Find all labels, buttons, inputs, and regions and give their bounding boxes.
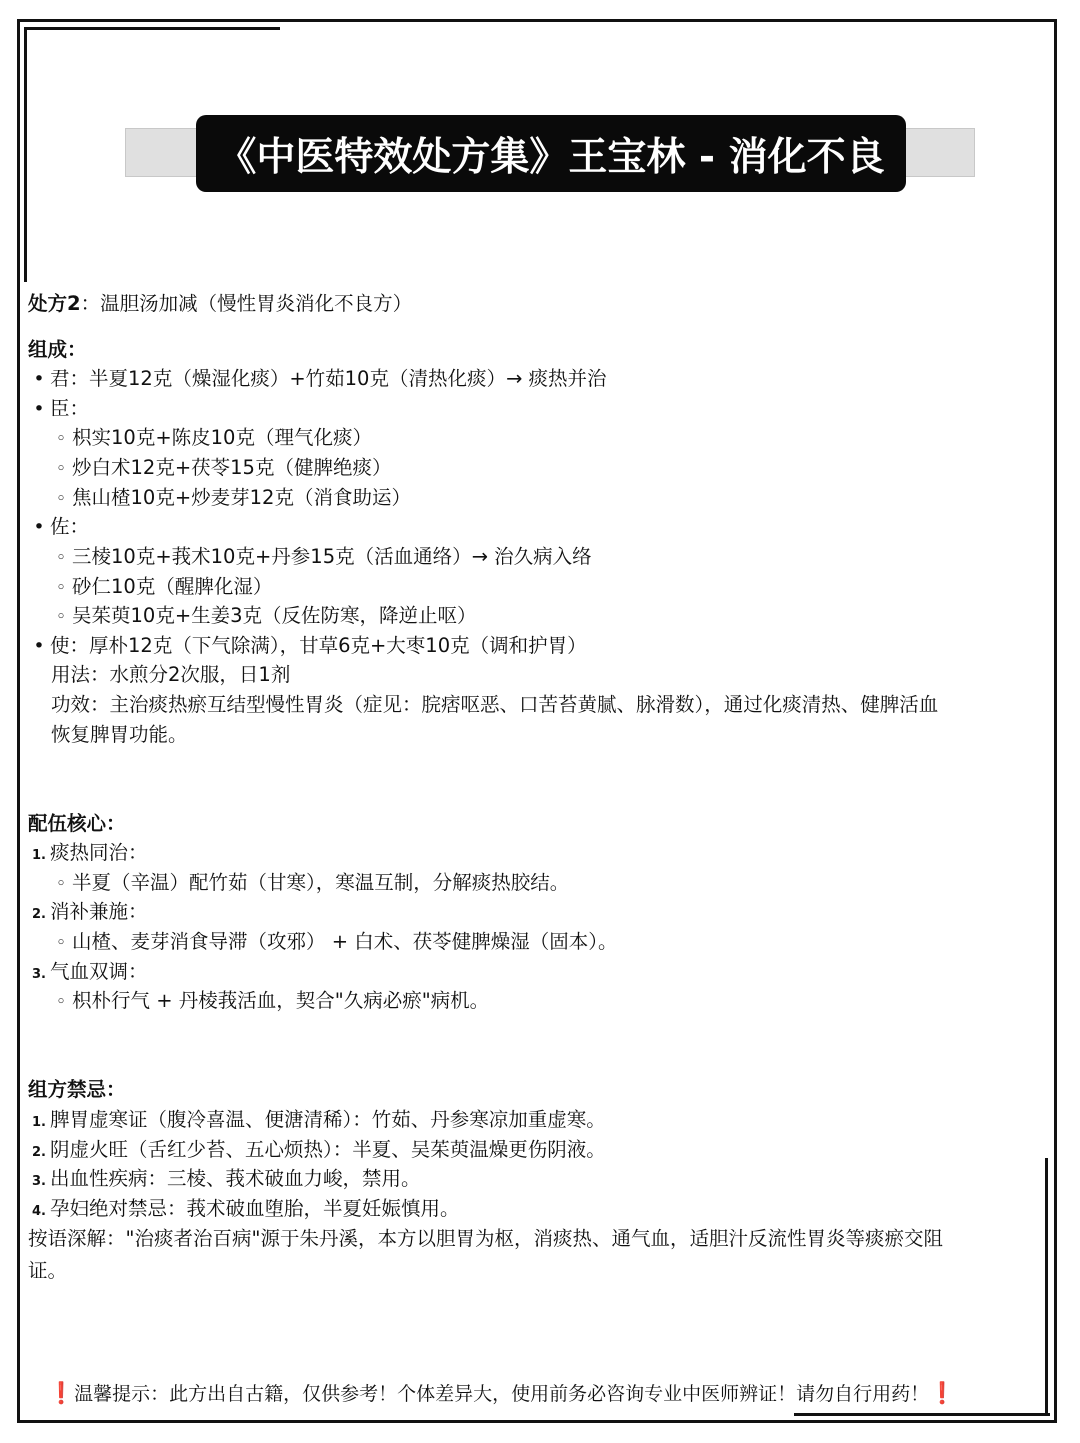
taboo-item: 3. 出血性疾病：三棱、莪术破血力峻，禁用。 <box>28 1167 421 1194</box>
sub-item: ◦ 枳实10克+陈皮10克（理气化痰） <box>50 426 372 451</box>
core-heading: 配伍核心： <box>28 812 126 835</box>
taboo-item: 2. 阴虚火旺（舌红少苔、五心烦热）：半夏、吴茱萸温燥更伤阴液。 <box>28 1138 606 1165</box>
list-item-shi: • 使：厚朴12克（下气除满），甘草6克+大枣10克（调和护胃） <box>28 634 587 658</box>
commentary-text-cont: 证。 <box>28 1259 68 1282</box>
core-detail: ◦ 枳朴行气 + 丹棱莪活血，契合"久病必瘀"病机。 <box>50 989 489 1014</box>
list-number: 3. <box>32 967 46 982</box>
footer-tip <box>48 1381 955 1406</box>
core-item: 2. 消补兼施： <box>28 900 148 927</box>
circle-bullet-icon: ◦ <box>55 607 67 627</box>
effect-text: 功效：主治痰热瘀互结型慢性胃炎（症见：脘痞呕恶、口苦苔黄腻、脉滑数），通过化痰清热、健脾活血 <box>51 693 939 716</box>
corner-frame-top-left <box>24 27 280 30</box>
sub-item: ◦ 三棱10克+莪术10克+丹参15克（活血通络）→ 治久病入络 <box>50 545 592 570</box>
list-number: 3. <box>32 1174 46 1189</box>
list-item-jun: • 君：半夏12克（燥湿化痰）+竹茹10克（清热化痰）→ 痰热并治 <box>28 367 607 391</box>
circle-bullet-icon: ◦ <box>55 459 67 479</box>
list-number: 1. <box>32 1115 46 1130</box>
core-detail: ◦ 半夏（辛温）配竹茹（甘寒），寒温互制，分解痰热胶结。 <box>50 871 569 896</box>
corner-frame-left <box>24 27 27 282</box>
bullet-icon: • <box>33 368 45 390</box>
list-item-zuo: • 佐： <box>28 515 89 539</box>
title-banner <box>196 115 906 192</box>
commentary-text: 按语深解："治痰者治百病"源于朱丹溪，本方以胆胃为枢，消痰热、通气血，适胆汁反流性胃炎等痰瘀交阻 <box>28 1227 943 1250</box>
circle-bullet-icon: ◦ <box>55 578 67 598</box>
bullet-icon: • <box>33 516 45 538</box>
circle-bullet-icon: ◦ <box>55 548 67 568</box>
sub-item: ◦ 焦山楂10克+炒麦芽12克（消食助运） <box>50 486 411 511</box>
usage-text: 用法：水煎分2次服，日1剂 <box>51 663 291 686</box>
corner-frame-right <box>1045 1158 1048 1416</box>
list-item-chen: • 臣： <box>28 397 89 421</box>
prescription-line <box>28 292 412 316</box>
core-item: 3. 气血双调： <box>28 960 148 987</box>
list-number: 1. <box>32 848 46 863</box>
taboo-heading: 组方禁忌： <box>28 1078 126 1101</box>
footer-tip-text: 温馨提示：此方出自古籍，仅供参考！个体差异大，使用前务必咨询专业中医师辨证！请勿自行用药！ <box>74 1383 930 1405</box>
exclamation-icon: ❗ <box>48 1381 75 1405</box>
circle-bullet-icon: ◦ <box>55 489 67 509</box>
prescription-name: ：温胆汤加减（慢性胃炎消化不良方） <box>80 292 413 315</box>
sub-item: ◦ 炒白术12克+茯苓15克（健脾绝痰） <box>50 456 391 481</box>
page-title: 《中医特效处方集》王宝林 - 消化不良 <box>217 134 885 180</box>
circle-bullet-icon: ◦ <box>55 874 67 894</box>
circle-bullet-icon: ◦ <box>55 429 67 449</box>
list-number: 2. <box>32 1145 46 1160</box>
corner-frame-bottom-right <box>794 1413 1050 1416</box>
effect-text-cont: 恢复脾胃功能。 <box>51 723 188 746</box>
list-number: 2. <box>32 907 46 922</box>
sub-item: ◦ 吴茱萸10克+生姜3克（反佐防寒，降逆止呕） <box>50 604 477 629</box>
taboo-item: 1. 脾胃虚寒证（腹冷喜温、便溏清稀）：竹茹、丹参寒凉加重虚寒。 <box>28 1108 606 1135</box>
bullet-icon: • <box>33 398 45 420</box>
list-number: 4. <box>32 1204 46 1219</box>
core-item: 1. 痰热同治： <box>28 841 148 868</box>
exclamation-icon: ❗ <box>929 1381 956 1405</box>
taboo-item: 4. 孕妇绝对禁忌：莪术破血堕胎，半夏妊娠慎用。 <box>28 1197 460 1224</box>
sub-item: ◦ 砂仁10克（醒脾化湿） <box>50 575 272 600</box>
circle-bullet-icon: ◦ <box>55 992 67 1012</box>
core-detail: ◦ 山楂、麦芽消食导滞（攻邪） + 白术、茯苓健脾燥湿（固本）。 <box>50 930 618 955</box>
composition-heading: 组成： <box>28 338 87 361</box>
prescription-label: 处方2 <box>28 292 81 315</box>
bullet-icon: • <box>33 635 45 657</box>
circle-bullet-icon: ◦ <box>55 933 67 953</box>
